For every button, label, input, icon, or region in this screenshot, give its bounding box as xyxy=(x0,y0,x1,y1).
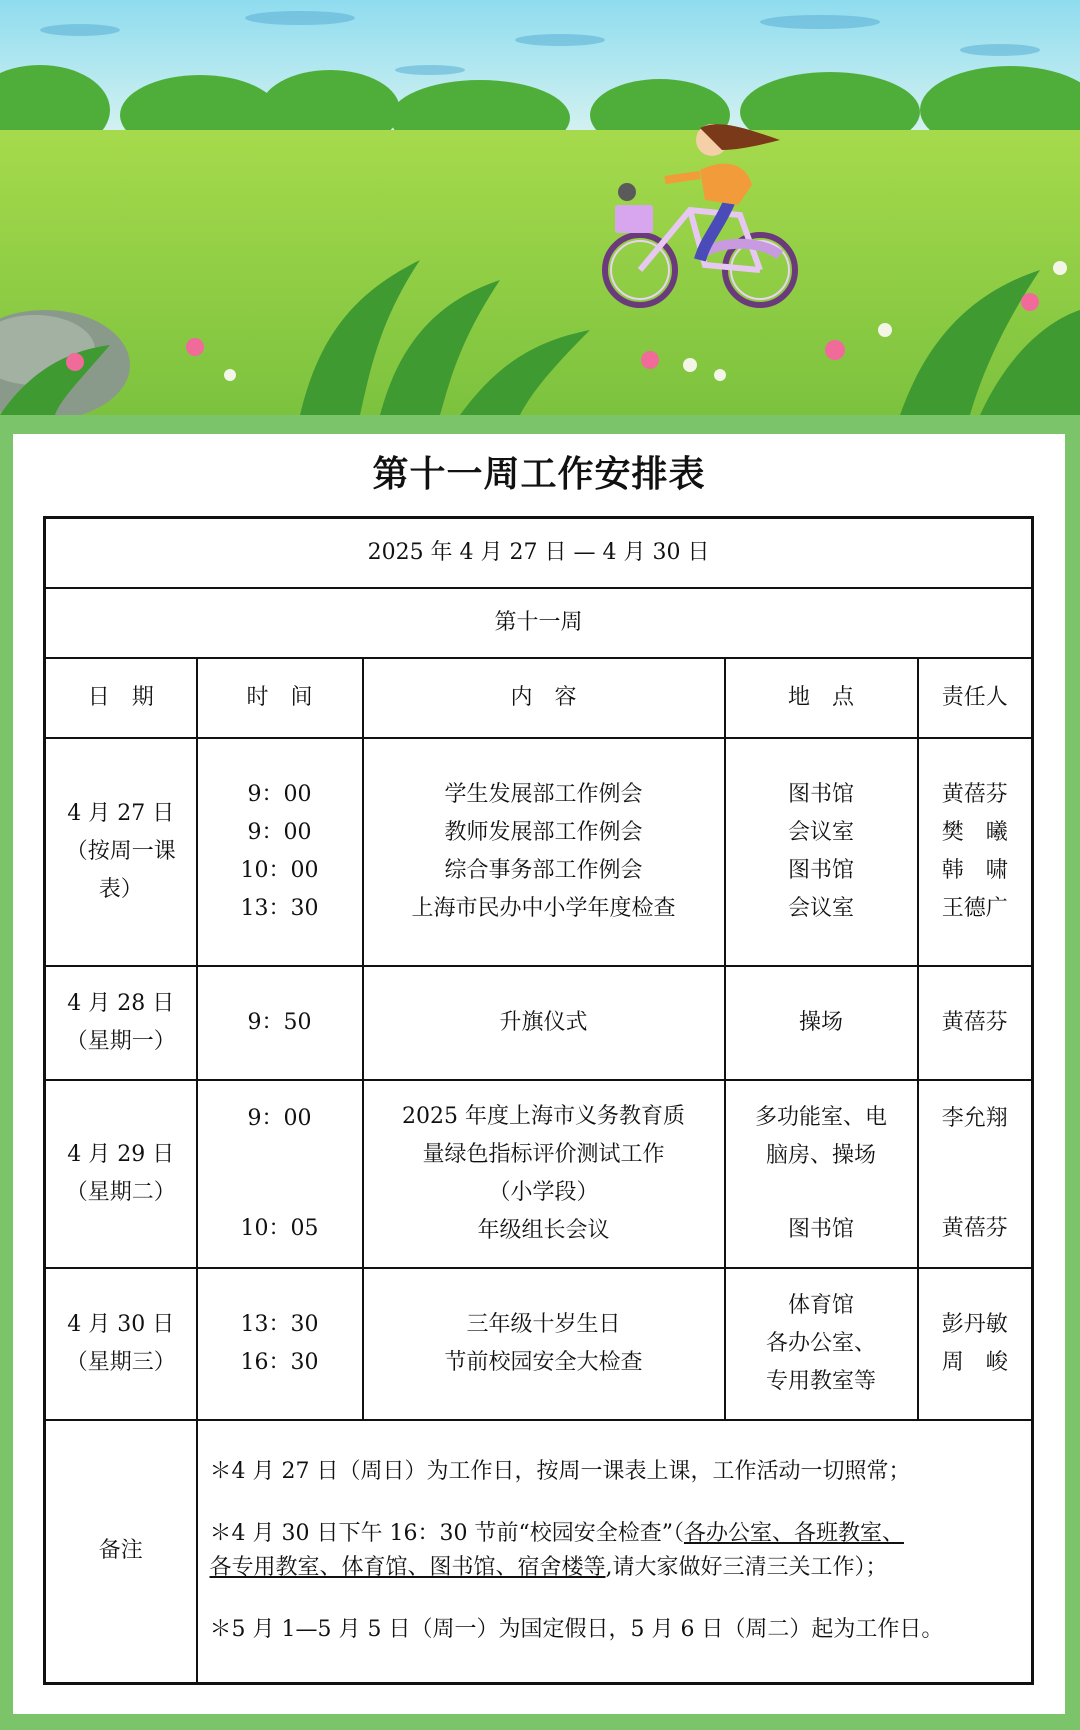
schedule-card xyxy=(13,434,1065,1714)
date-range: 2025 年 4 月 27 日 — 4 月 30 日 xyxy=(45,518,1033,588)
banner-illustration xyxy=(0,0,1080,415)
owner-cell: 李允翔 黄蓓芬 xyxy=(918,1080,1033,1268)
table-row xyxy=(45,1080,1033,1268)
content-cell: 三年级十岁生日 节前校园安全大检查 xyxy=(363,1268,725,1420)
schedule-table xyxy=(43,516,1034,1685)
date-cell: 4 月 30 日 （星期三） xyxy=(45,1268,197,1420)
place-cell: 图书馆 会议室 图书馆 会议室 xyxy=(725,738,918,966)
notes-row xyxy=(45,1420,1033,1684)
content-cell: 学生发展部工作例会 教师发展部工作例会 综合事务部工作例会 上海市民办中小学年度检查 xyxy=(363,738,725,966)
header-time: 时 间 xyxy=(197,658,363,738)
note-1: ＊4 月 27 日（周日）为工作日，按周一课表上课，工作活动一切照常； xyxy=(209,1459,911,1485)
header-content: 内 容 xyxy=(363,658,725,738)
header-row xyxy=(45,658,1033,738)
note-3: ＊5 月 1—5 月 5 日（周一）为国定假日，5 月 6 日（周二）起为工作日。 xyxy=(209,1617,944,1643)
table-row xyxy=(45,1268,1033,1420)
note-2: ＊4 月 30 日下午 16：30 节前“校园安全检查”（各办公室、各班教室、 各专用教室、体育馆、图书馆、宿舍楼等,请大家做好三清三关工作）； xyxy=(209,1521,904,1581)
content-cell: 升旗仪式 xyxy=(363,966,725,1080)
date-cell: 4 月 27 日 （按周一课 表） xyxy=(45,738,197,966)
owner-cell: 彭丹敏 周 峻 xyxy=(918,1268,1033,1420)
place-cell: 体育馆 各办公室、 专用教室等 xyxy=(725,1268,918,1420)
notes-cell xyxy=(197,1420,1033,1684)
date-range-row xyxy=(45,518,1033,588)
owner-cell: 黄蓓芬 樊 曦 韩 啸 王德广 xyxy=(918,738,1033,966)
date-cell: 4 月 29 日 （星期二） xyxy=(45,1080,197,1268)
owner-cell: 黄蓓芬 xyxy=(918,966,1033,1080)
table-row xyxy=(45,738,1033,966)
place-cell: 操场 xyxy=(725,966,918,1080)
week-row xyxy=(45,588,1033,658)
content-cell: 2025 年度上海市义务教育质 量绿色指标评价测试工作 （小学段） 年级组长会议 xyxy=(363,1080,725,1268)
header-owner: 责任人 xyxy=(918,658,1033,738)
kitten-in-basket-icon xyxy=(618,183,636,201)
page-title: 第十一周工作安排表 xyxy=(372,454,706,495)
time-cell: 9：50 xyxy=(197,966,363,1080)
time-cell: 9：00 10：05 xyxy=(197,1080,363,1268)
notes-label: 备注 xyxy=(45,1420,197,1684)
header-date: 日 期 xyxy=(45,658,197,738)
place-cell: 多功能室、电 脑房、操场 图书馆 xyxy=(725,1080,918,1268)
header-place: 地 点 xyxy=(725,658,918,738)
time-cell: 13：30 16：30 xyxy=(197,1268,363,1420)
week-label: 第十一周 xyxy=(45,588,1033,658)
table-row xyxy=(45,966,1033,1080)
time-cell: 9：00 9：00 10：00 13：30 xyxy=(197,738,363,966)
date-cell: 4 月 28 日 （星期一） xyxy=(45,966,197,1080)
